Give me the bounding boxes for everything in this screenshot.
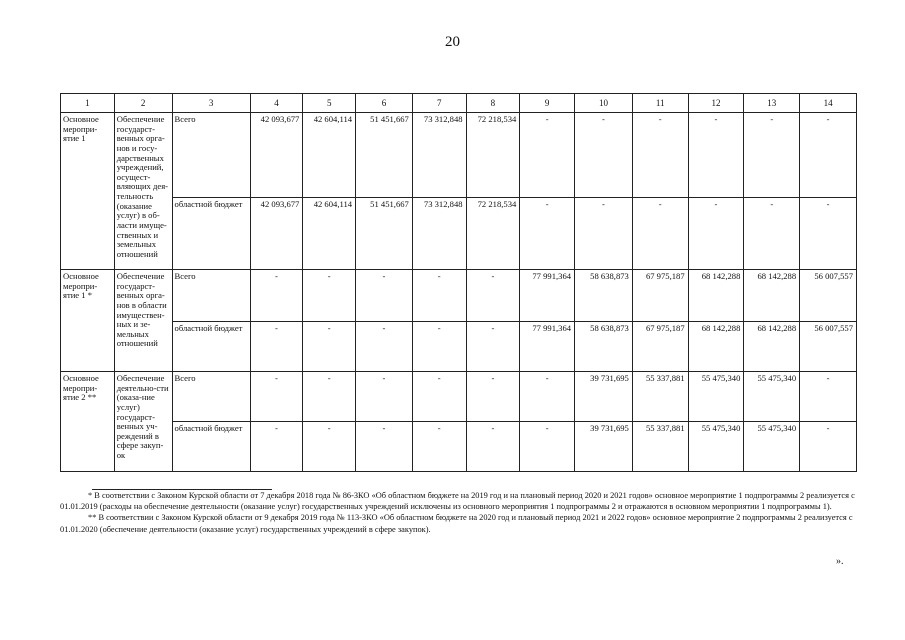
amount-cell: - [250, 270, 303, 322]
amount-cell: - [356, 270, 413, 322]
amount-cell: - [744, 113, 800, 198]
amount-cell: 77 991,364 [520, 270, 575, 322]
amount-cell: - [744, 198, 800, 270]
amount-cell: 51 451,667 [356, 113, 413, 198]
amount-cell: 55 475,340 [688, 422, 744, 472]
amount-cell: - [356, 372, 413, 422]
funding-source-cell: областной бюджет [172, 322, 250, 372]
amount-cell: - [412, 322, 466, 372]
amount-cell: - [412, 270, 466, 322]
amount-cell: - [303, 270, 356, 322]
header-cell: 12 [688, 94, 744, 113]
amount-cell: 55 475,340 [744, 422, 800, 472]
amount-cell: - [303, 372, 356, 422]
amount-cell: - [250, 422, 303, 472]
header-cell: 13 [744, 94, 800, 113]
header-cell: 14 [800, 94, 857, 113]
header-cell: 11 [632, 94, 688, 113]
amount-cell: - [250, 372, 303, 422]
table-row [61, 322, 857, 372]
event-description-cell: Обеспечение государст-венных орга-нов и госу-дарственных учреждений, осущест-вляющих дея-тельность (оказание услуг) в об-ласти имуще-ственных и земельных отношений [114, 113, 172, 270]
amount-cell: 39 731,695 [575, 422, 633, 472]
footnote-2: ** В соответствии с Законом Курской области от 9 декабря 2019 года № 113-ЗКО «Об областном бюджете на 2020 год и плановый период 2021 и 2022 годов» основное мероприятие 2 подпрограммы 2 реализуется с 01.01.2020 (обеспечение деятельности (оказание услуг) государственных учреждений в сфере закупок). [60, 513, 853, 534]
table-header-row [61, 94, 857, 113]
amount-cell: - [575, 113, 633, 198]
amount-cell: - [688, 198, 744, 270]
amount-cell: - [800, 198, 857, 270]
event-name-cell: Основное меропри-ятие 1 [61, 113, 115, 270]
amount-cell: 51 451,667 [356, 198, 413, 270]
budget-table [60, 93, 857, 472]
amount-cell: - [356, 322, 413, 372]
header-cell: 1 [61, 94, 115, 113]
event-description-cell: Обеспечение государст-венных орга-нов в области имуществен-ных и зе-мельных отношений [114, 270, 172, 372]
amount-cell: 68 142,288 [688, 270, 744, 322]
amount-cell: 58 638,873 [575, 322, 633, 372]
amount-cell: - [303, 422, 356, 472]
funding-source-cell: областной бюджет [172, 422, 250, 472]
amount-cell: 67 975,187 [632, 270, 688, 322]
header-cell: 3 [172, 94, 250, 113]
amount-cell: 72 218,534 [466, 198, 520, 270]
table-row [61, 372, 857, 422]
amount-cell: 42 604,114 [303, 113, 356, 198]
header-cell: 7 [412, 94, 466, 113]
event-description-cell: Обеспечение деятельно-сти (оказа-ние услуг) государст-венных уч-реждений в сфере закуп-ок [114, 372, 172, 472]
amount-cell: 73 312,848 [412, 113, 466, 198]
funding-source-cell: областной бюджет [172, 198, 250, 270]
amount-cell: 42 093,677 [250, 113, 303, 198]
funding-source-cell: Всего [172, 270, 250, 322]
amount-cell: 42 093,677 [250, 198, 303, 270]
table-row [61, 113, 857, 198]
event-name-cell: Основное меропри-ятие 1 * [61, 270, 115, 372]
amount-cell: - [466, 422, 520, 472]
amount-cell: 68 142,288 [744, 270, 800, 322]
header-cell: 6 [356, 94, 413, 113]
amount-cell: 55 337,881 [632, 422, 688, 472]
amount-cell: - [520, 113, 575, 198]
amount-cell: 72 218,534 [466, 113, 520, 198]
amount-cell: 55 475,340 [688, 372, 744, 422]
amount-cell: 56 007,557 [800, 270, 857, 322]
amount-cell: - [250, 322, 303, 372]
amount-cell: - [520, 372, 575, 422]
header-cell: 9 [520, 94, 575, 113]
amount-cell: 77 991,364 [520, 322, 575, 372]
amount-cell: 73 312,848 [412, 198, 466, 270]
funding-source-cell: Всего [172, 372, 250, 422]
amount-cell: 55 475,340 [744, 372, 800, 422]
amount-cell: 68 142,288 [744, 322, 800, 372]
amount-cell: - [356, 422, 413, 472]
header-cell: 10 [575, 94, 633, 113]
amount-cell: - [466, 270, 520, 322]
header-cell: 8 [466, 94, 520, 113]
footnotes [60, 489, 857, 535]
amount-cell: - [800, 113, 857, 198]
footnote-1: * В соответствии с Законом Курской области от 7 декабря 2018 года № 86-ЗКО «Об областном бюджете на 2019 год и на плановый период 2020 и 2021 годов» основное мероприятие 1 подпрограммы 2 реализуется с 01.01.2019 (расходы на обеспечение деятельности (оказание услуг) государственных учреждений исключены из основного мероприятия 1 подпрограммы 2 и отражаются в основном мероприятии 1 подпрограммы 1). [60, 491, 855, 512]
amount-cell: 55 337,881 [632, 372, 688, 422]
amount-cell: - [466, 372, 520, 422]
amount-cell: - [800, 372, 857, 422]
amount-cell: - [520, 198, 575, 270]
amount-cell: - [520, 422, 575, 472]
page-number: 20 [445, 34, 460, 50]
amount-cell: 42 604,114 [303, 198, 356, 270]
table-row [61, 198, 857, 270]
amount-cell: 39 731,695 [575, 372, 633, 422]
amount-cell: - [800, 422, 857, 472]
amount-cell: 67 975,187 [632, 322, 688, 372]
amount-cell: 58 638,873 [575, 270, 633, 322]
table-row [61, 270, 857, 322]
closing-quote-mark: ». [836, 556, 844, 567]
funding-source-cell: Всего [172, 113, 250, 198]
table-row [61, 422, 857, 472]
amount-cell: - [466, 322, 520, 372]
header-cell: 4 [250, 94, 303, 113]
amount-cell: - [688, 113, 744, 198]
amount-cell: - [303, 322, 356, 372]
amount-cell: 56 007,557 [800, 322, 857, 372]
event-name-cell: Основное меропри-ятие 2 ** [61, 372, 115, 472]
amount-cell: - [412, 372, 466, 422]
amount-cell: - [632, 198, 688, 270]
amount-cell: - [412, 422, 466, 472]
amount-cell: - [632, 113, 688, 198]
amount-cell: 68 142,288 [688, 322, 744, 372]
header-cell: 5 [303, 94, 356, 113]
amount-cell: - [575, 198, 633, 270]
header-cell: 2 [114, 94, 172, 113]
